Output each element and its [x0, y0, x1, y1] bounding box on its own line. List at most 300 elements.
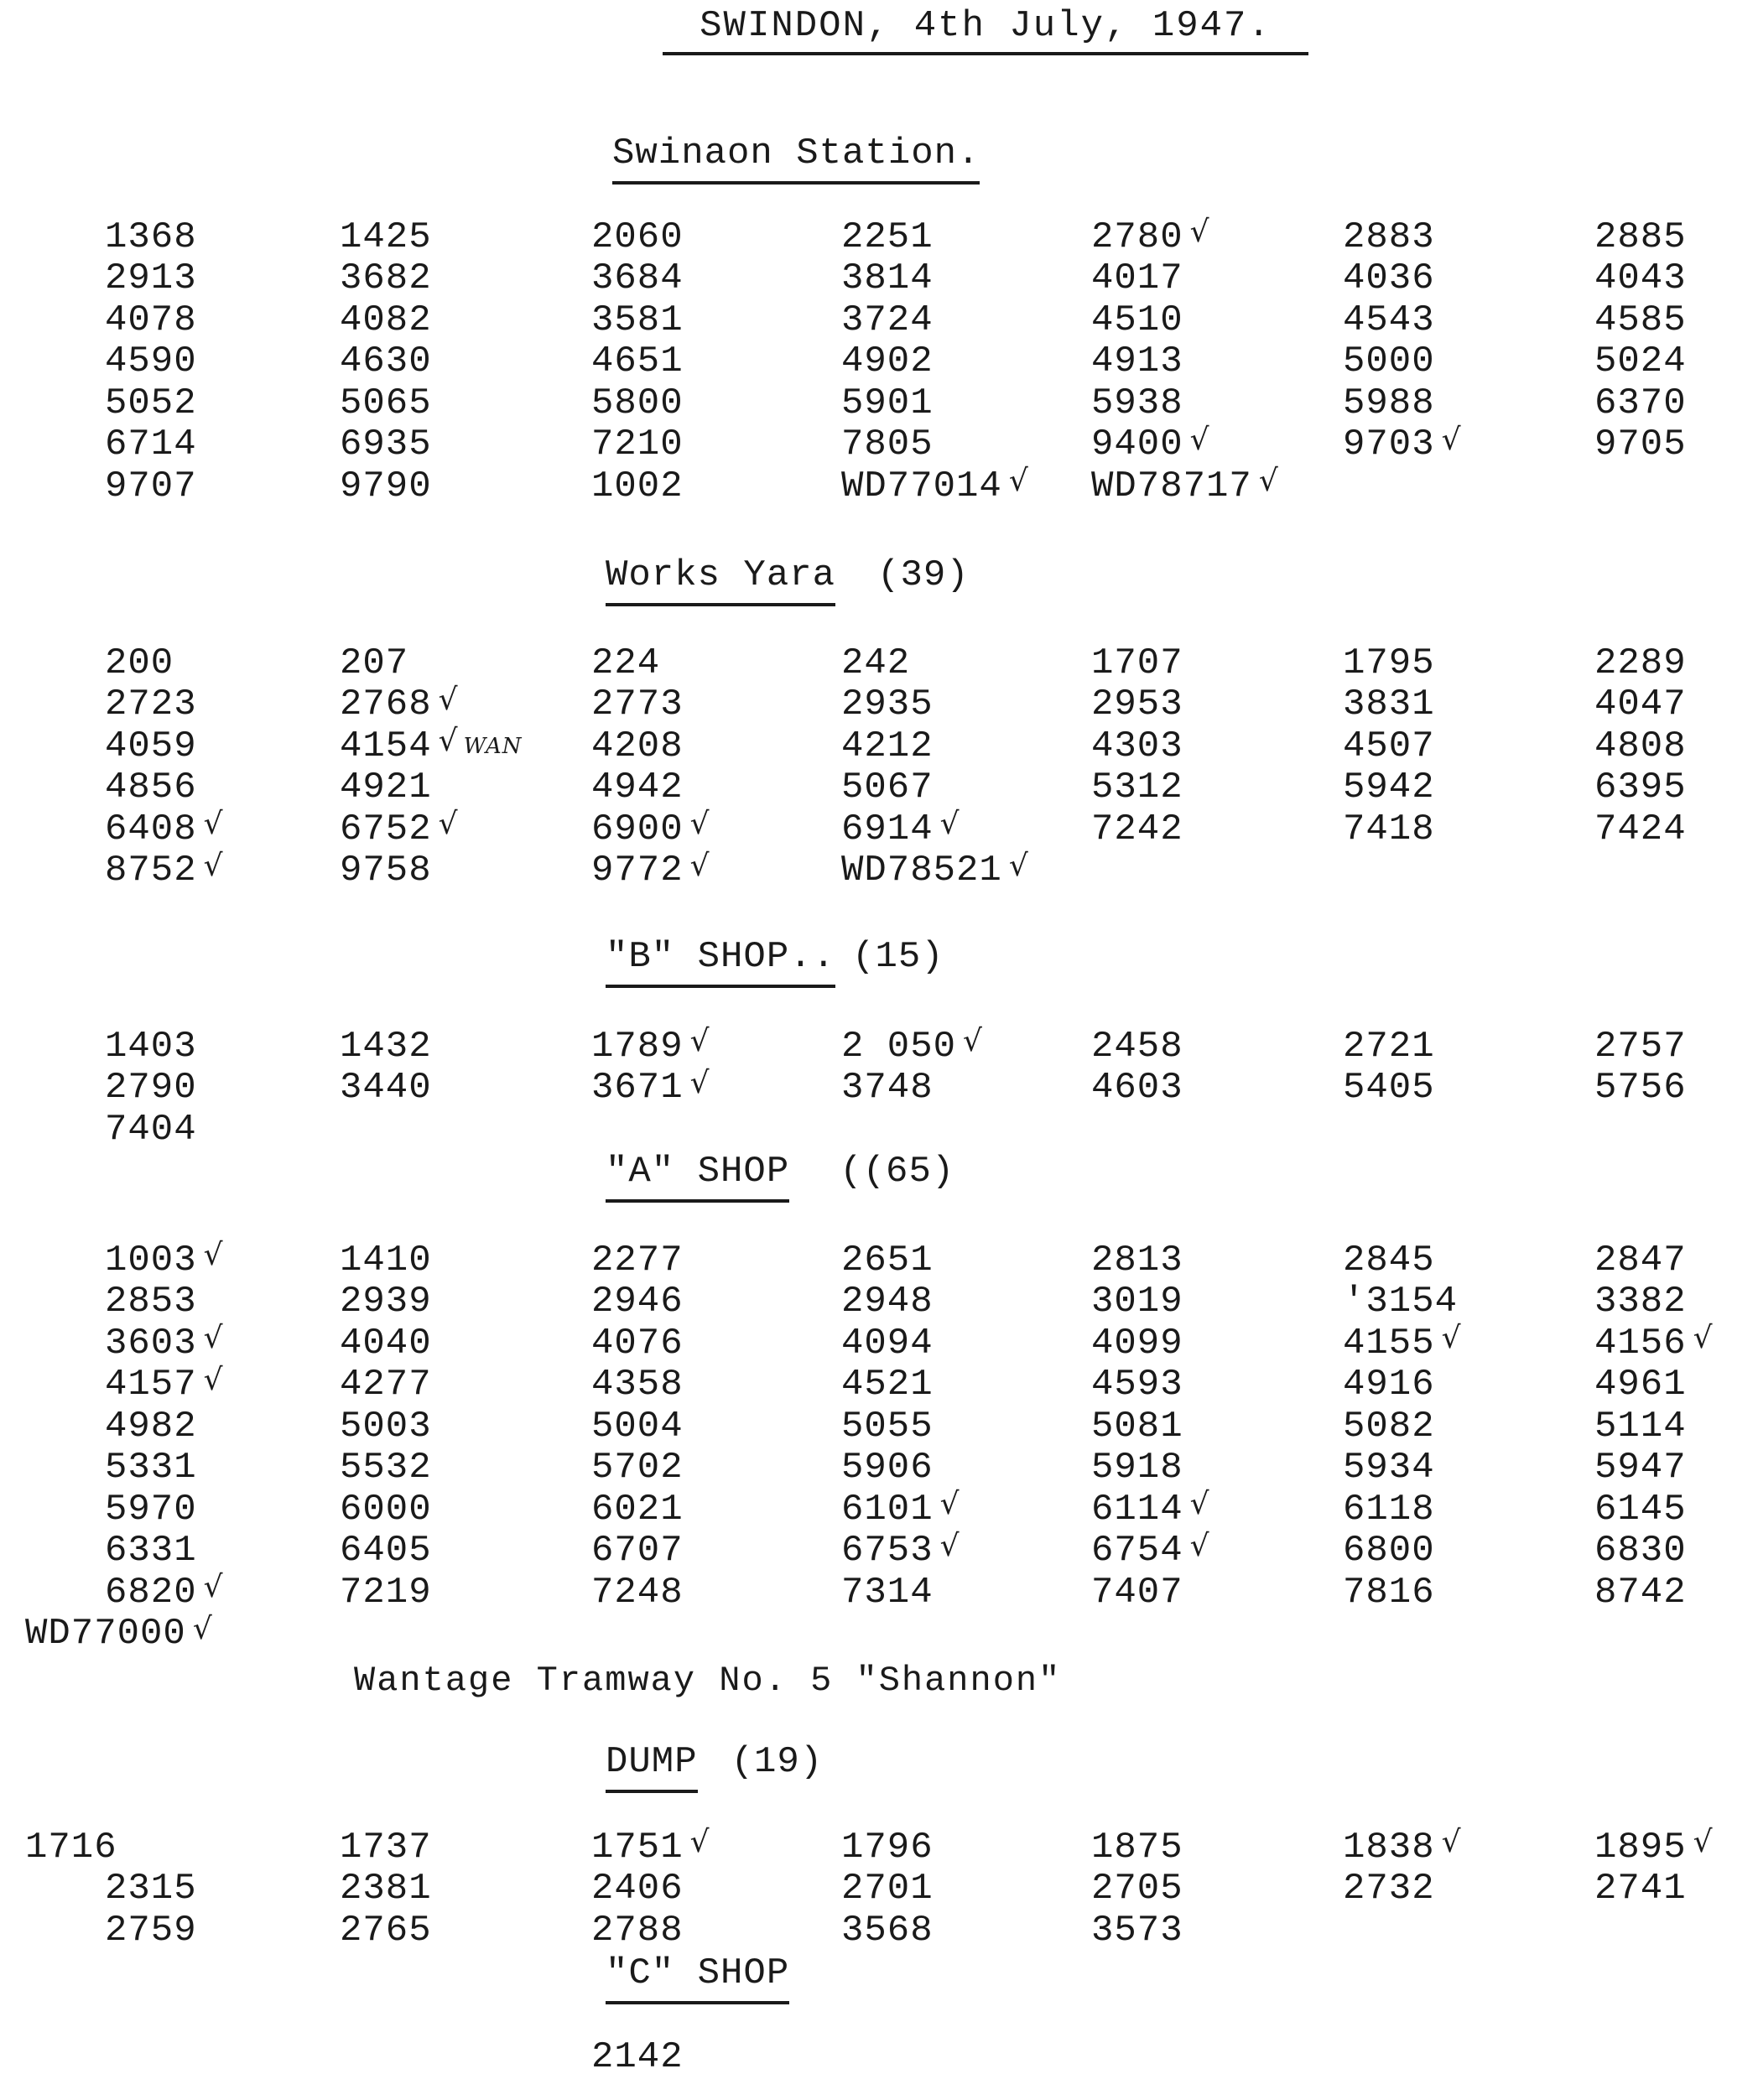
engine-number-cell: [1343, 341, 1594, 383]
engine-number-cell: [340, 1364, 591, 1406]
engine-number: 4208: [591, 725, 684, 767]
check-mark-icon: √: [203, 1570, 224, 1605]
engine-number: 3682: [340, 257, 432, 300]
engine-number-cell: [340, 1281, 591, 1323]
number-grid-b-shop: [0, 1026, 1758, 1151]
engine-number-cell: [1594, 1026, 1758, 1068]
engine-number: 4902: [841, 340, 934, 383]
engine-number-cell: [340, 808, 591, 850]
engine-number: 5756: [1594, 1067, 1687, 1110]
engine-number-cell: [591, 1281, 841, 1323]
engine-number: 1707: [1091, 642, 1183, 684]
engine-number-cell: [1343, 1531, 1594, 1572]
engine-number: 4590: [105, 340, 197, 383]
engine-number: 2765: [340, 1909, 432, 1952]
engine-number: 200: [105, 642, 174, 684]
check-mark-icon: √: [203, 1238, 224, 1273]
check-mark-icon: √: [438, 807, 459, 842]
engine-number: 5065: [340, 382, 432, 424]
engine-number: 9772: [591, 850, 684, 892]
engine-number-cell: [0, 258, 340, 300]
engine-number-cell: [1343, 850, 1594, 892]
engine-number-cell: [340, 299, 591, 341]
check-mark-icon: √: [1008, 464, 1029, 499]
engine-number: 2381: [340, 1868, 432, 1910]
engine-number-cell: [1594, 684, 1758, 726]
engine-number-cell: [0, 1406, 340, 1448]
engine-number: 2948: [841, 1281, 934, 1323]
engine-number: 6118: [1343, 1488, 1435, 1531]
engine-number-cell: [340, 258, 591, 300]
engine-number-cell: [1594, 2036, 1758, 2078]
engine-number: 4982: [105, 1405, 197, 1448]
engine-number-cell: [841, 1068, 1091, 1110]
engine-number: 6754: [1091, 1530, 1183, 1572]
check-mark-icon: √: [689, 848, 710, 883]
engine-number: 6408: [105, 808, 197, 850]
engine-number: 3684: [591, 257, 684, 300]
engine-number-cell: [841, 341, 1091, 383]
engine-number-cell: [1343, 1068, 1594, 1110]
engine-number-cell: [0, 808, 340, 850]
engine-number: 4154: [340, 725, 432, 767]
engine-number-cell: [1343, 1614, 1594, 1656]
engine-number: 1003: [105, 1239, 197, 1281]
engine-number: 2935: [841, 684, 934, 726]
engine-number: 2953: [1091, 684, 1183, 726]
engine-number-cell: [340, 725, 591, 767]
engine-number: 5055: [841, 1405, 934, 1448]
section-heading-b-shop: [606, 936, 944, 988]
check-mark-icon: √: [689, 807, 710, 842]
engine-number: 3019: [1091, 1281, 1183, 1323]
engine-number-cell: [340, 465, 591, 507]
engine-number-cell: [1091, 767, 1343, 809]
engine-number: 6752: [340, 808, 432, 850]
check-mark-icon: √: [1693, 1321, 1714, 1356]
engine-number-cell: [1594, 1240, 1758, 1281]
engine-number: 2813: [1091, 1239, 1183, 1281]
engine-number: 2701: [841, 1868, 934, 1910]
engine-number-cell: [591, 1572, 841, 1614]
engine-number: 1838: [1343, 1826, 1435, 1869]
engine-number: 2759: [105, 1909, 197, 1952]
engine-number: 3831: [1343, 684, 1435, 726]
engine-number: 4043: [1594, 257, 1687, 300]
engine-number: 6914: [841, 808, 934, 850]
engine-number-cell: [1091, 1323, 1343, 1364]
heading-label: Works Yara: [606, 554, 835, 606]
engine-number-cell: [591, 1109, 841, 1151]
engine-number-cell: [340, 1406, 591, 1448]
check-mark-icon: √: [939, 1487, 960, 1522]
engine-number-cell: [1343, 1109, 1594, 1151]
engine-number-cell: [340, 1489, 591, 1531]
engine-number-cell: [1343, 2036, 1594, 2078]
engine-number: 2277: [591, 1239, 684, 1281]
engine-number: 4651: [591, 340, 684, 383]
engine-number: 3440: [340, 1067, 432, 1110]
engine-number-cell: [1594, 1572, 1758, 1614]
engine-number-cell: [0, 1109, 340, 1151]
engine-number-cell: [1594, 1531, 1758, 1572]
engine-number: 7418: [1343, 808, 1435, 850]
engine-number: 6830: [1594, 1530, 1687, 1572]
engine-number-cell: [1091, 1614, 1343, 1656]
engine-number: 5906: [841, 1447, 934, 1489]
engine-number-cell: [841, 1572, 1091, 1614]
engine-number-cell: [1343, 808, 1594, 850]
engine-number-cell: [1343, 1448, 1594, 1489]
engine-number: 4277: [340, 1364, 432, 1406]
engine-number-cell: [841, 1528, 1091, 1572]
engine-number-cell: [591, 684, 841, 726]
engine-number-cell: [0, 642, 340, 684]
engine-number-cell: [1594, 1827, 1758, 1869]
number-grid-a-shop: [0, 1240, 1758, 1655]
engine-number: 2883: [1343, 216, 1435, 258]
engine-number: 4585: [1594, 299, 1687, 341]
engine-number-cell: [1343, 424, 1594, 466]
engine-number-cell: [340, 767, 591, 809]
engine-number-cell: [1594, 382, 1758, 424]
engine-number: 2289: [1594, 642, 1687, 684]
engine-number-cell: [0, 1489, 340, 1531]
engine-number-cell: [1343, 382, 1594, 424]
engine-number-cell: [841, 1281, 1091, 1323]
engine-number: 4808: [1594, 725, 1687, 767]
engine-number-cell: [340, 1827, 591, 1869]
engine-number-cell: [841, 382, 1091, 424]
engine-number: 7314: [841, 1571, 934, 1614]
engine-number-cell: [591, 1448, 841, 1489]
engine-number-cell: [1091, 1364, 1343, 1406]
engine-number: 6395: [1594, 767, 1687, 809]
engine-number: 2732: [1343, 1868, 1435, 1910]
engine-number-cell: [591, 1065, 841, 1110]
engine-number-cell: [1594, 1109, 1758, 1151]
check-mark-icon: √: [1693, 1825, 1714, 1860]
engine-number: 2251: [841, 216, 934, 258]
section-heading-works-yard: [606, 554, 970, 606]
engine-number-cell: [340, 424, 591, 466]
engine-number-cell: [340, 341, 591, 383]
engine-number-cell: [1343, 258, 1594, 300]
engine-number-cell: [591, 258, 841, 300]
engine-number-cell: [1091, 1910, 1343, 1952]
engine-number-cell: [0, 850, 340, 892]
check-mark-icon: √: [438, 682, 459, 717]
engine-number: 4543: [1343, 299, 1435, 341]
heading-count: ((65): [840, 1151, 955, 1193]
engine-number-cell: [841, 767, 1091, 809]
engine-number-cell: [1343, 725, 1594, 767]
engine-number: 4076: [591, 1322, 684, 1364]
check-mark-icon: √: [192, 1611, 213, 1646]
engine-number-cell: [591, 725, 841, 767]
document-title: SWINDON, 4th July, 1947.: [663, 5, 1308, 55]
heading-label: "C" SHOP: [606, 1952, 789, 2004]
engine-number: 5918: [1091, 1447, 1183, 1489]
engine-number-cell: [1343, 1827, 1594, 1869]
engine-number-cell: [0, 341, 340, 383]
engine-number: 4303: [1091, 725, 1183, 767]
engine-number-cell: [841, 1910, 1091, 1952]
engine-number: 3603: [105, 1322, 197, 1364]
engine-number-cell: [841, 1489, 1091, 1531]
engine-number: 6370: [1594, 382, 1687, 424]
engine-number: 4017: [1091, 257, 1183, 300]
heading-count: (15): [852, 936, 944, 978]
engine-number: 4961: [1594, 1364, 1687, 1406]
engine-number-cell: [1343, 299, 1594, 341]
engine-number: 7816: [1343, 1571, 1435, 1614]
engine-number-cell: [0, 382, 340, 424]
engine-number: 5000: [1343, 340, 1435, 383]
engine-number-cell: [0, 1240, 340, 1281]
engine-number-cell: [841, 1026, 1091, 1068]
engine-number-cell: [591, 1026, 841, 1068]
engine-number: 7805: [841, 424, 934, 466]
engine-number-cell: [591, 382, 841, 424]
engine-number: 6331: [105, 1530, 197, 1572]
engine-number-cell: [0, 725, 340, 767]
engine-number-cell: [1091, 684, 1343, 726]
engine-number-cell: [1091, 465, 1343, 507]
engine-number: 2723: [105, 684, 197, 726]
engine-number-cell: [1594, 1869, 1758, 1910]
engine-number-cell: [340, 1531, 591, 1572]
engine-number: 2768: [340, 684, 432, 726]
engine-number: 4099: [1091, 1322, 1183, 1364]
engine-number-cell: [591, 341, 841, 383]
engine-number: 4913: [1091, 340, 1183, 383]
engine-number-cell: [1091, 382, 1343, 424]
engine-number-cell: [0, 1611, 340, 1656]
engine-number: 3382: [1594, 1281, 1687, 1323]
engine-number: 1875: [1091, 1826, 1183, 1869]
engine-number: 4630: [340, 340, 432, 383]
check-mark-icon: √: [1008, 848, 1029, 883]
engine-number: 2913: [105, 257, 197, 300]
engine-number: 2780: [1091, 216, 1183, 258]
engine-number: WD77014: [841, 465, 1002, 507]
engine-number-cell: [841, 1406, 1091, 1448]
check-mark-icon: √: [1441, 1321, 1462, 1356]
engine-number: 9705: [1594, 424, 1687, 466]
engine-number-cell: [1343, 1364, 1594, 1406]
engine-number-cell: [1594, 1406, 1758, 1448]
engine-number-cell: [1343, 1910, 1594, 1952]
engine-number: 4942: [591, 767, 684, 809]
engine-number: 2142: [591, 2035, 684, 2078]
engine-number-cell: [841, 850, 1091, 892]
engine-number: 2315: [105, 1868, 197, 1910]
engine-number-cell: [1594, 299, 1758, 341]
engine-number: 2060: [591, 216, 684, 258]
engine-number-cell: [841, 1614, 1091, 1656]
engine-number-cell: [1091, 850, 1343, 892]
engine-number: 7248: [591, 1571, 684, 1614]
heading-label: "A" SHOP: [606, 1151, 789, 1203]
engine-number: 1002: [591, 465, 684, 507]
engine-number: 6405: [340, 1530, 432, 1572]
engine-number: 5331: [105, 1447, 197, 1489]
engine-number: 1737: [340, 1826, 432, 1869]
number-grid-c-shop: [0, 2036, 1758, 2078]
engine-number: 4078: [105, 299, 197, 341]
engine-number: 4040: [340, 1322, 432, 1364]
engine-number: 5942: [1343, 767, 1435, 809]
check-mark-icon: √: [1441, 422, 1462, 457]
engine-number: 4510: [1091, 299, 1183, 341]
engine-number-cell: [591, 642, 841, 684]
engine-number: 2853: [105, 1281, 197, 1323]
engine-number-cell: [591, 465, 841, 507]
engine-number-cell: [841, 725, 1091, 767]
engine-number: 5082: [1343, 1405, 1435, 1448]
check-mark-icon: √: [1189, 422, 1210, 457]
engine-number-cell: [1343, 1406, 1594, 1448]
engine-number: 4593: [1091, 1364, 1183, 1406]
engine-number: 5938: [1091, 382, 1183, 424]
engine-number-cell: [1343, 1869, 1594, 1910]
engine-number: 6101: [841, 1488, 934, 1531]
engine-number-cell: [1091, 1026, 1343, 1068]
engine-number: 3724: [841, 299, 934, 341]
engine-number-cell: [340, 1869, 591, 1910]
engine-number: 4921: [340, 767, 432, 809]
engine-number-cell: [1091, 341, 1343, 383]
heading-count: (39): [877, 554, 970, 596]
engine-number: 1795: [1343, 642, 1435, 684]
engine-number-cell: [0, 1323, 340, 1364]
engine-number: 6707: [591, 1530, 684, 1572]
engine-number-cell: [591, 216, 841, 258]
engine-number-cell: [340, 684, 591, 726]
engine-number-cell: [0, 1364, 340, 1406]
engine-number-cell: [1594, 1364, 1758, 1406]
engine-number: 4047: [1594, 684, 1687, 726]
section-heading-dump: [606, 1741, 823, 1793]
engine-number: 3573: [1091, 1909, 1183, 1952]
engine-number-cell: [0, 1827, 340, 1869]
engine-number-cell: [591, 850, 841, 892]
engine-number: 2790: [105, 1067, 197, 1110]
engine-number: 1432: [340, 1025, 432, 1068]
engine-number-cell: [841, 1827, 1091, 1869]
engine-number: 6800: [1343, 1530, 1435, 1572]
engine-number-cell: [1594, 1448, 1758, 1489]
engine-number: 5052: [105, 382, 197, 424]
engine-number: 2773: [591, 684, 684, 726]
engine-number-cell: [0, 424, 340, 466]
engine-number-cell: [0, 216, 340, 258]
check-mark-icon: √: [203, 1321, 224, 1356]
engine-number-cell: [0, 1281, 340, 1323]
engine-number: 4082: [340, 299, 432, 341]
engine-number: 9758: [340, 850, 432, 892]
engine-number: 7404: [105, 1108, 197, 1151]
number-grid-dump: [0, 1827, 1758, 1952]
engine-number: 7219: [340, 1571, 432, 1614]
engine-number-cell: [1091, 1572, 1343, 1614]
engine-number-cell: [841, 258, 1091, 300]
section-heading-c-shop: [606, 1952, 789, 2004]
engine-number-cell: [1091, 424, 1343, 466]
engine-number: 4036: [1343, 257, 1435, 300]
engine-number-cell: [1091, 1528, 1343, 1572]
engine-number: 1895: [1594, 1826, 1687, 1869]
engine-number-cell: [0, 1026, 340, 1068]
engine-number-cell: [340, 1068, 591, 1110]
engine-number-cell: [591, 1910, 841, 1952]
number-grid-swindon-station: [0, 216, 1758, 507]
engine-number-cell: [340, 1323, 591, 1364]
engine-number: 5114: [1594, 1405, 1687, 1448]
check-mark-icon: √: [689, 1024, 710, 1059]
engine-number: 207: [340, 642, 409, 684]
engine-number: 5800: [591, 382, 684, 424]
engine-number: 4856: [105, 767, 197, 809]
engine-number-cell: [841, 684, 1091, 726]
heading-label: Swinaon Station.: [612, 133, 980, 185]
engine-number-cell: [841, 1448, 1091, 1489]
engine-number: 6714: [105, 424, 197, 466]
engine-number-cell: [841, 299, 1091, 341]
engine-number-cell: [841, 2036, 1091, 2078]
engine-number: 7210: [591, 424, 684, 466]
engine-number: 6753: [841, 1530, 934, 1572]
engine-number: 4916: [1343, 1364, 1435, 1406]
engine-number: WD77000: [25, 1613, 186, 1656]
engine-number-cell: [1091, 2036, 1343, 2078]
engine-number-cell: [841, 642, 1091, 684]
engine-number: 6820: [105, 1571, 197, 1614]
heading-label: "B" SHOP..: [606, 936, 835, 988]
engine-number: 5970: [105, 1488, 197, 1531]
engine-number: 2406: [591, 1868, 684, 1910]
engine-number-cell: [1594, 1323, 1758, 1364]
check-mark-icon: √: [1441, 1825, 1462, 1860]
engine-number-cell: [340, 1448, 591, 1489]
engine-number: 2885: [1594, 216, 1687, 258]
engine-number-cell: [1594, 216, 1758, 258]
engine-number-cell: [1594, 1614, 1758, 1656]
engine-number-cell: [340, 382, 591, 424]
engine-number-cell: [591, 424, 841, 466]
engine-number-cell: [0, 1572, 340, 1614]
engine-number: 2705: [1091, 1868, 1183, 1910]
engine-number: 4155: [1343, 1322, 1435, 1364]
engine-number: 3671: [591, 1067, 684, 1110]
engine-number: 2651: [841, 1239, 934, 1281]
engine-number-cell: [340, 642, 591, 684]
engine-number: 5988: [1343, 382, 1435, 424]
engine-number: 1425: [340, 216, 432, 258]
engine-number-cell: [0, 465, 340, 507]
check-mark-icon: √: [689, 1065, 710, 1100]
check-mark-icon: √: [438, 724, 459, 759]
engine-number-cell: [1594, 258, 1758, 300]
check-mark-icon: √: [939, 1528, 960, 1563]
engine-number-cell: [1343, 767, 1594, 809]
engine-number-cell: [1594, 1910, 1758, 1952]
engine-number-cell: [591, 2036, 841, 2078]
engine-number: 4156: [1594, 1322, 1687, 1364]
check-mark-icon: √: [1189, 1528, 1210, 1563]
engine-number-cell: [1343, 1489, 1594, 1531]
